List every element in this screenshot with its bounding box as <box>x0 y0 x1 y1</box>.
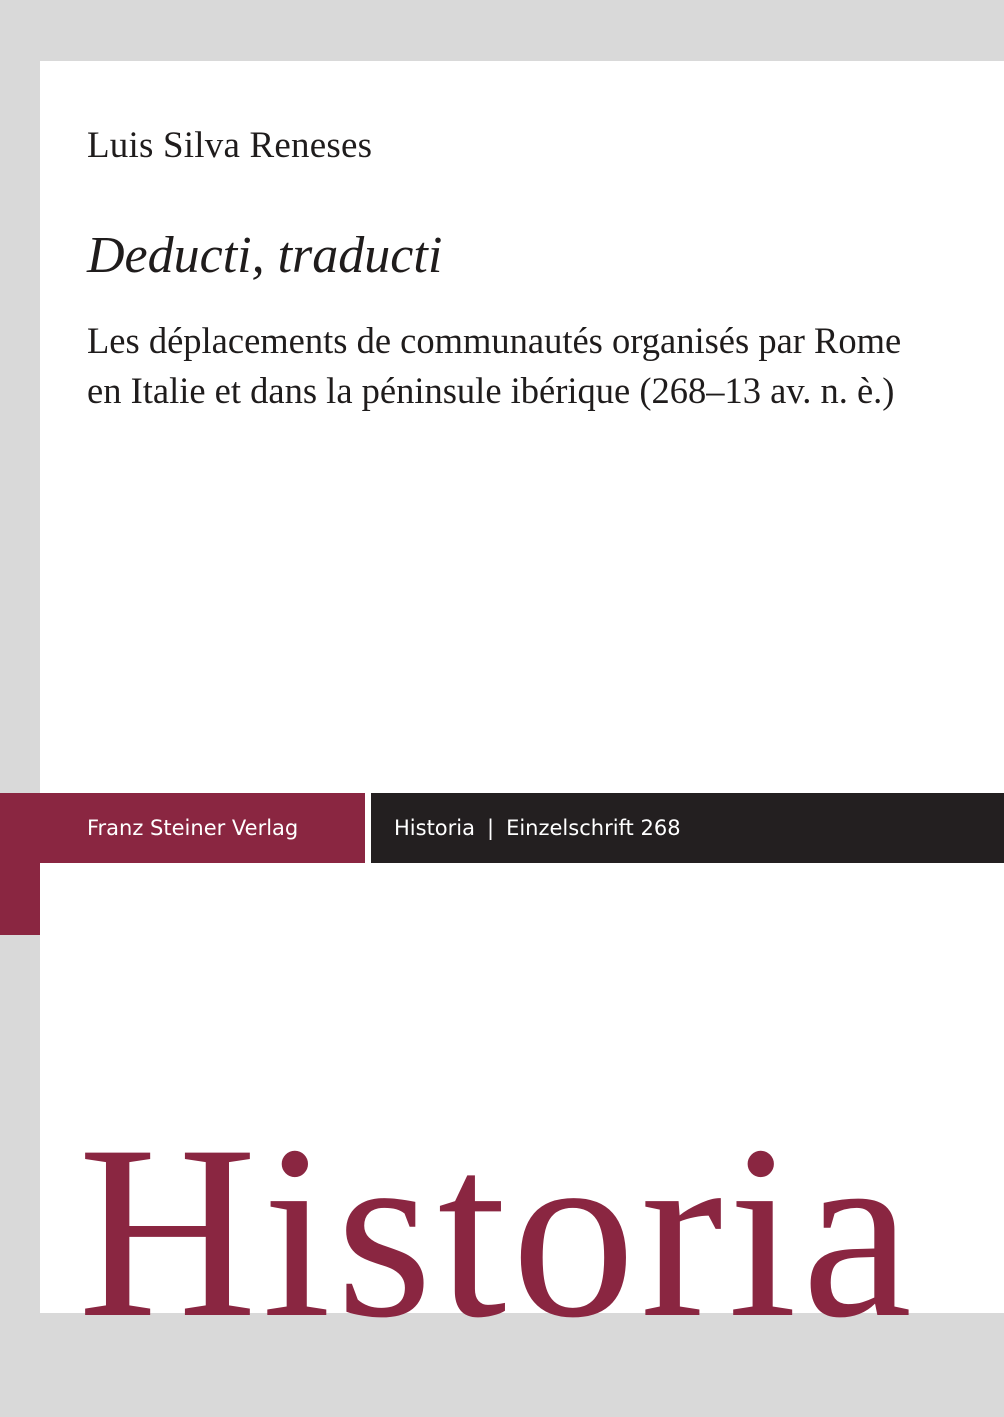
author-name: Luis Silva Reneses <box>87 125 373 166</box>
subtitle-line-1: Les déplacements de communautés organisés par Rome <box>87 320 902 361</box>
series-separator: | <box>487 816 495 840</box>
series-wordmark: Historia <box>78 1094 917 1369</box>
publisher-tab-accent <box>0 863 40 935</box>
series-info <box>394 793 681 863</box>
book-subtitle <box>87 316 987 416</box>
publisher-name: Franz Steiner Verlag <box>87 816 299 840</box>
book-title: Deducti, traducti <box>87 227 443 284</box>
series-volume: Einzelschrift 268 <box>506 816 681 840</box>
subtitle-line-2: en Italie et dans la péninsule ibérique (268–13 av. n. è.) <box>87 370 895 411</box>
series-name: Historia <box>394 816 475 840</box>
